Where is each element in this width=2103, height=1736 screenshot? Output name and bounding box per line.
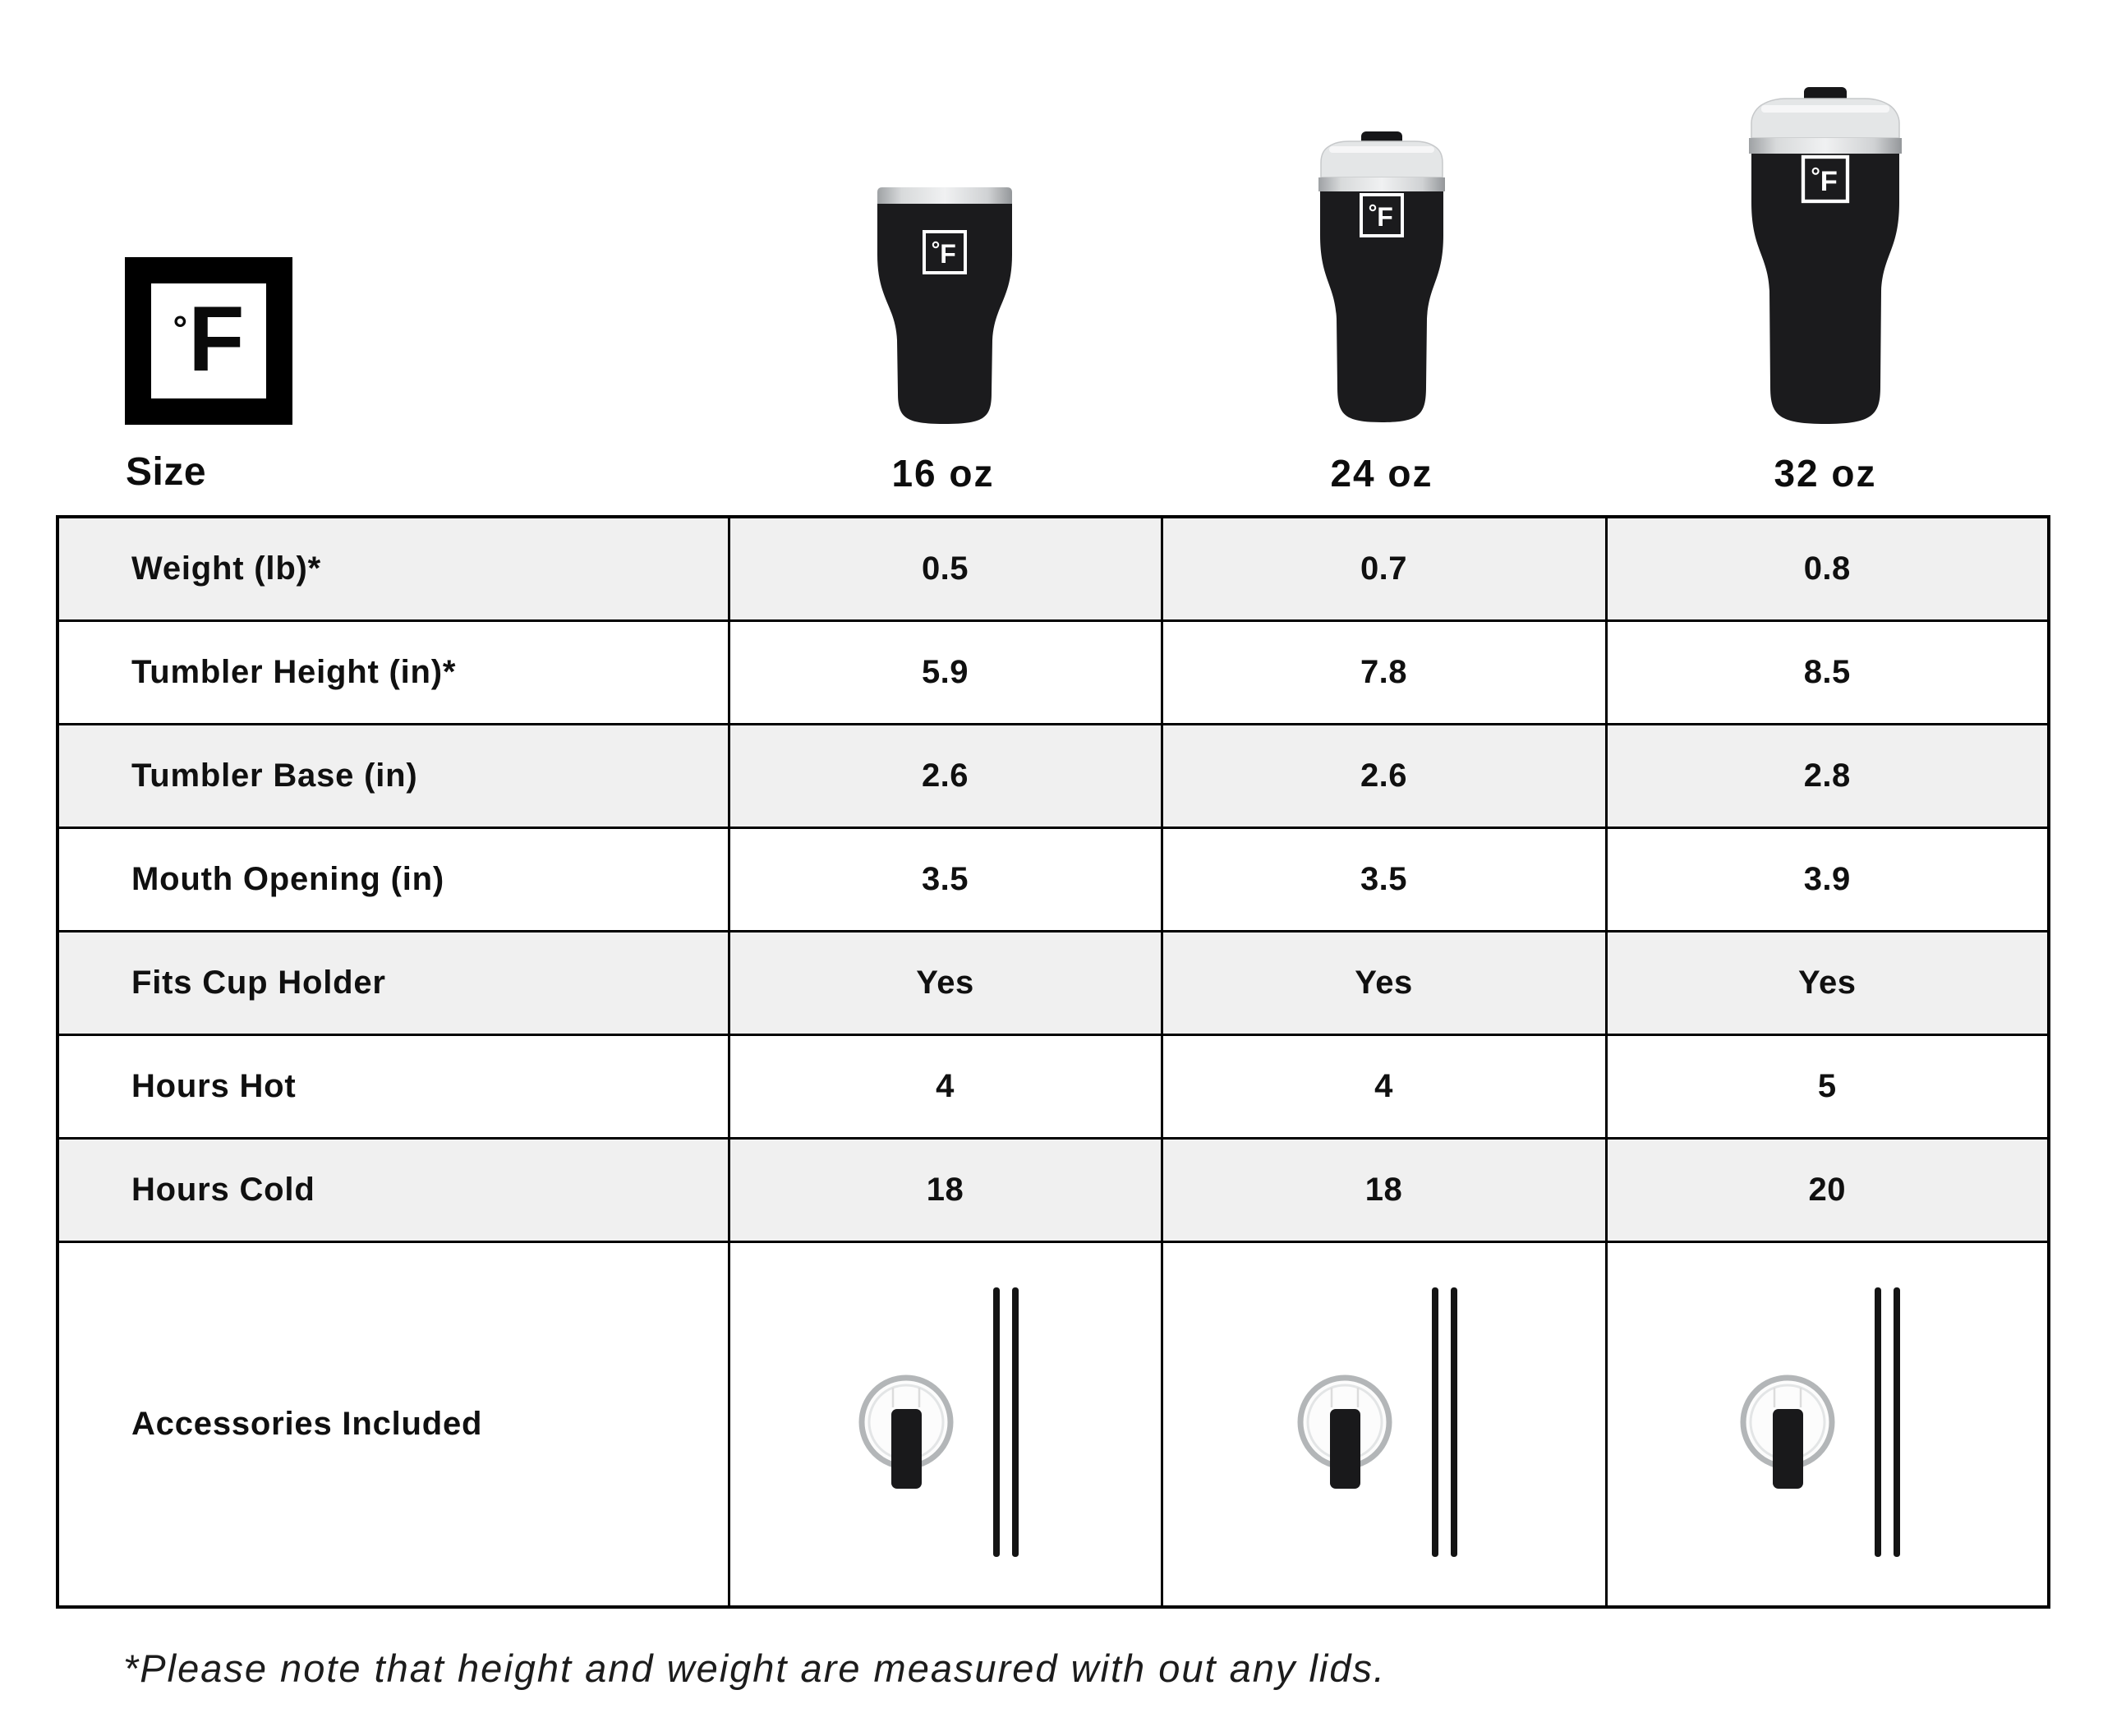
tumbler-32oz-image [1746,85,1904,429]
cell-value: 2.6 [1162,724,1606,827]
row-label: Fits Cup Holder [58,931,729,1034]
brand-letter: F [188,288,245,390]
accessories-icon [858,1286,1033,1562]
accessories-cell [1162,1241,1606,1607]
cell-value: 8.5 [1606,620,2049,724]
cell-value: 5 [1606,1034,2049,1138]
row-label: Mouth Opening (in) [58,827,729,931]
row-label: Hours Cold [58,1138,729,1241]
cell-value: Yes [1162,931,1606,1034]
steel-rim [877,187,1012,204]
row-label: Tumbler Height (in)* [58,620,729,724]
tumbler-body [877,204,1012,424]
size-caption-24oz: 24 oz [1330,452,1433,495]
size-caption-32oz: 32 oz [1774,452,1877,495]
cell-value: 2.8 [1606,724,2049,827]
cell-value: 18 [1162,1138,1606,1241]
cell-value: 0.8 [1606,517,2049,620]
row-label: Accessories Included [58,1241,729,1607]
steel-rim [1749,138,1902,154]
footnote: *Please note that height and weight are measured with out any lids. [123,1646,1387,1690]
accessories-cell [1606,1241,2049,1607]
table-row-accessories [58,1241,2049,1607]
row-label: Weight (lb)* [58,517,729,620]
table-row-hours-cold [58,1138,2049,1241]
size-row-label: Size [126,450,207,494]
spec-table [56,515,2050,1609]
steel-rim [1318,177,1445,191]
cell-value: 7.8 [1162,620,1606,724]
cell-value: 0.5 [729,517,1162,620]
cell-value: 0.7 [1162,517,1606,620]
table-row-mouth [58,827,2049,931]
cell-value: 3.9 [1606,827,2049,931]
cell-value: 20 [1606,1138,2049,1241]
accessories-icon [1740,1286,1914,1562]
table-row-hours-hot [58,1034,2049,1138]
accessories-icon [1297,1286,1471,1562]
cell-value: 2.6 [729,724,1162,827]
brand-logo [125,257,292,425]
cell-value: Yes [729,931,1162,1034]
cell-value: 5.9 [729,620,1162,724]
table-row-cupholder [58,931,2049,1034]
cell-value: 4 [1162,1034,1606,1138]
cell-value: Yes [1606,931,2049,1034]
accessories-cell [729,1241,1162,1607]
cell-value: 3.5 [729,827,1162,931]
degree-mark: ° [173,309,188,349]
size-caption-16oz: 16 oz [891,452,995,495]
table-row-base [58,724,2049,827]
cell-value: 18 [729,1138,1162,1241]
table-row-height [58,620,2049,724]
cell-value: 4 [729,1034,1162,1138]
tumbler-16oz-image [874,182,1015,429]
table-row-weight [58,517,2049,620]
clear-lid [1751,99,1899,138]
cell-value: 3.5 [1162,827,1606,931]
tumbler-24oz-image [1316,130,1447,426]
row-label: Hours Hot [58,1034,729,1138]
row-label: Tumbler Base (in) [58,724,729,827]
